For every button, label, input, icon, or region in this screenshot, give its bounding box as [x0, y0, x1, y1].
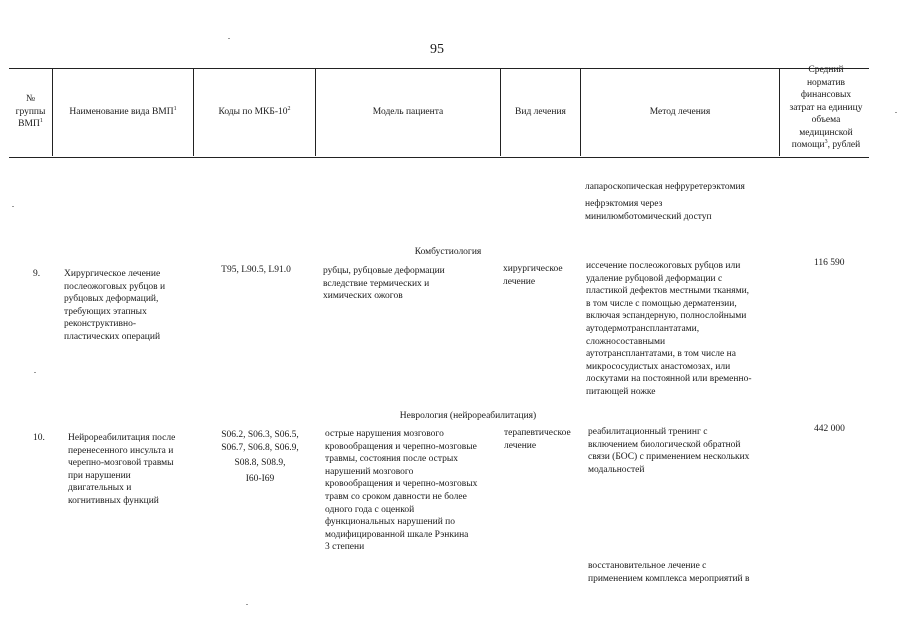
section-title: Неврология (нейрореабилитация) [399, 411, 537, 421]
row-treatment: терапевтическое лечение [504, 428, 571, 451]
header-cost: Средний норматив финансовых затрат на единицу объема медицинской помощи$^3$, рублей [789, 64, 863, 151]
header-codes: Коды по МКБ-$10^2$ [218, 105, 291, 117]
row-model: рубцы, рубцовые деформации вследствие термических и химических ожогов [323, 266, 445, 302]
scan-speck [895, 112, 897, 113]
header-treatment: Вид лечения [515, 106, 566, 117]
row-treatment: хирургическое лечение [503, 264, 563, 287]
row-cost: 442 000 [814, 424, 845, 434]
row-codes: S06.2, S06.3, S06.5, S06.7, S06.8, S06.9, S08.8, S08.9, I60-I69 [221, 430, 299, 484]
scan-speck [228, 38, 230, 39]
row-number: 9. [33, 269, 41, 279]
scan-speck [34, 372, 36, 373]
row-method: иссечение послеожоговых рубцов или удаление рубцовой деформации с пластикой дефектов местными тканями, в том числе с помощью дерматензии, включая эспандерную, полнослойными аутодермотрансплантатами, сложносоставными аутотрансплантатами, в том числе на микрососудистых анастомозах, или лоскутами на постоянной или временно- питающей ножке [586, 261, 752, 397]
continuation-method: лапароскопическая нефруретерэктомия [585, 182, 745, 192]
row-number: 10. [33, 433, 45, 443]
continuation-method: нефрэктомия через минилюмботомический доступ [585, 199, 712, 222]
row-name: Хирургическое лечение послеожоговых рубцов и рубцовых деформаций, требующих этапных реконструктивно- пластических операций [64, 269, 166, 342]
row-cost: 116 590 [814, 258, 845, 268]
row-codes: T95, L90.5, L91.0 [221, 265, 291, 275]
header-name: Наименование вида ВМП$^1$ [69, 105, 177, 117]
scan-speck [12, 206, 14, 207]
section-title: Комбустиология [414, 247, 482, 257]
page-number: 95 [430, 42, 444, 57]
row-method-continued: восстановительное лечение с применением комплекса мероприятий в [588, 561, 750, 584]
header-group: № группы ВМП$^1$ [15, 94, 46, 130]
scan-speck [246, 604, 248, 605]
row-name: Нейрореабилитация после перенесенного инсульта и черепно-мозговой травмы при нарушении двигательных и когнитивных функций [68, 433, 176, 506]
header-model: Модель пациента [372, 106, 444, 117]
row-model: острые нарушения мозгового кровообращения и черепно-мозговые травмы, состояния после острых нарушений мозгового кровообращения и черепно-мозговых травм со сроком давности не более одного года с оценкой функциональных нарушений по модифицированной шкале Рэнкина 3 степени [325, 429, 478, 553]
row-method: реабилитационный тренинг с включением биологической обратной связи (БОС) с применением нескольких модальностей [588, 427, 750, 475]
header-method: Метод лечения [649, 106, 711, 117]
